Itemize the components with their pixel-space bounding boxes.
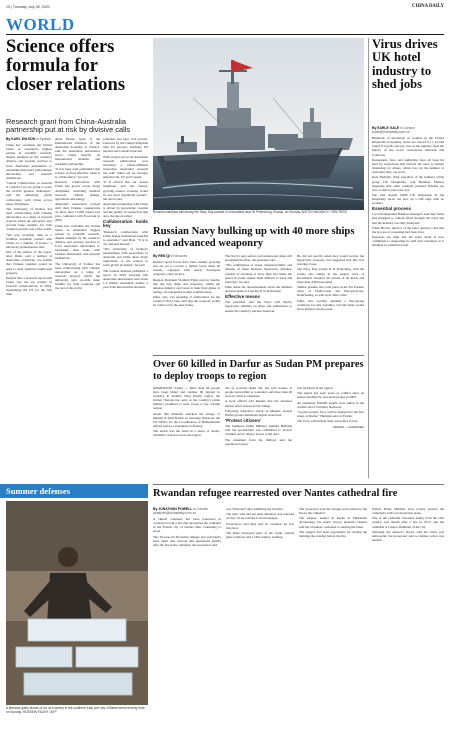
main-byline: By KARL WILSON in Sydney xyxy=(6,137,51,141)
main-col-2: Allan Bettes, head of the International Division of the Australian Academy of Science, said the Australian universities sector relied heavily on international students and academic partnership. "It has been well established that science is most effective when it is collaborative," he said. Research collaboration with China has grown across many disciplines, including medical research, climate change, agriculture and energy. Australia's researchers worked with their Chinese counterparts on more than 15,000 papers last year, compared with 8 percent in 2009. China has overtaken the United States as Australia's biggest partner in scientific research, despite attempts by the country's divisive and security services to force Australian universities to reexamine their links with Chinese universities and research institutions. The University of Sydney has been collaborating with Chinese universities on a range of research projects which the university says provide huge benefits for both countries and the rest of the world. xyxy=(55,137,100,291)
rwanda-rule xyxy=(153,484,444,485)
summer-label: Summer defenses xyxy=(6,486,71,496)
rwanda-byline: By JONATHAN POWELL in London jonathan@chinadaily.com.cn xyxy=(153,507,209,516)
virus-subhead: Essential process xyxy=(372,206,412,212)
navy-headline: Russian Navy bulking up with 40 more ships and advanced weaponry xyxy=(153,226,355,249)
virus-byline: By EARLE GALE in London earle@chinadaily.com.cn xyxy=(372,126,415,135)
main-col-1: By KARL WILSON in Sydney China has overtaken the United States as Australia's biggest partner in scientific research, despite attempts by the country's divisive and security services to force Australian universities to reexamine their links with Chinese universities and research institutions. "Global collaboration on research is critical if we are going to solve the world's greatest challenges," said the university, which collaborates with China across many disciplines. The University of Sydney has been collaborating with Chinese universities on a range of research projects which the university says provide huge benefits for both countries and the rest of the world. "We now probably rank as a frontline academic partner with China on a number of fronts," a university spokesperson said. One of the authors of the report, Alex Dunn, said a number of Australian politicians are fearful that Chinese students would be used to steal sensitive intellectual property. Despite this, a research report said China was the top partner in research collaborations in 2019, supplanting the US for the first time. xyxy=(6,137,52,297)
darfur-col-2: tals as accurate death toll, but said dozens of people were killed or wounded, and more than 40 were in critical conditions. A local official told Reuters that the attackers burned down houses in the village. Following Saturday's attack on Masteri, several Darfur groups demanded urgent protection. 'Protect citizens' The Sudanese Prime Minister Abdalla Hamdok said the government was committed to protect civilians and to deploy troops to the area. The statement from the military said the operations began. xyxy=(225,386,292,446)
page-header xyxy=(6,4,444,14)
ice-image xyxy=(6,501,148,705)
ice-photo xyxy=(6,501,148,705)
rwanda-col-4: French Prime Minister Jean Castex praised the cathedral's swift reconstruction plans. One of the cathedral structures dating from the 15th century was rebuilt after a fire in 1972, and the cathedral is a major landmark of the city. Although the suspect's lawyer said his client was remorseful, the prosecutor said no further action was needed. xyxy=(372,507,444,543)
virus-body: By EARLE GALE in London earle@chinadaily.com.cn Hundreds of thousands of workers in the United Kingdom's hospitality sector are braced for a second round of layoffs and pay cuts as the industry feels the impact of the novel coronavirus outbreak and lockdown. Restaurants, bars, and nightclubs have all been hit hard by restrictions that include the need to sustain distancing for diners, which has cut the number of customers they can serve. Kate Nicholls, chief executive of the industry lobby group UK Hospitality, told Business Matters magazine that other carefully planned benefits are now at risk as jobs were lost. She said around 2,000 UK businesses in the hospitality sector are now on a cliff edge with no workers. Essential process Local Independent Business managers said their firms had struggled to remain afloat through the crisis and that the industry was still 'paralysed'. When Brown, director of the hotel operator, said that the process of reopening had been slow. Expenses are high and the hotel chain is now committed to supporting its staff and customers as it attempts to rebuild its trade. xyxy=(372,126,444,248)
main-headline: Science offers formula for closer relations xyxy=(6,37,126,95)
virus-headline: Virus drives UK hotel industry to shed jobs xyxy=(372,37,438,92)
main-subhead: Collaboration holds key xyxy=(103,219,148,229)
main-deck: Research grant from China-Australia partnership put at risk by divisive calls xyxy=(6,117,131,135)
warship-image xyxy=(153,38,364,210)
warship-caption: Russian warships sail during the Navy Day parade in Kronshtadt near St Petersburg, Russia, on Sunday. ANTON VAGANOV / REUTERS xyxy=(153,210,347,214)
darfur-col-1: KHARTOUM, Sudan — More than 60 people have been killed and another 60 injured in violence in Sudan's West Darfur region, the United Nations has said, as the country's prime minister promised to send troops to the volatile region. About 500 militants attacked the village of Masteri in West Darfur on Saturday afternoon, the UN Office for the Coordination of Humanitarian Affairs said in a statement on Sunday. The attack was the latest in a series of mostly tribalistic violence across the region. xyxy=(153,386,220,438)
rwanda-headline: Rwandan refugee rearrested over Nantes cathedral fire xyxy=(153,488,398,499)
rwanda-col-1: By JONATHAN POWELL in London jonathan@chinadaily.com.cn A church volunteer has been rearrested in connection with a fire that devastated the cathedral in the French city of Nantes after confessing to arson. The 39-year-old Rwandan refugee had previously been taken into custody and questioned shortly after the fire in the cathedral, the prosecutor said. xyxy=(153,507,221,547)
section-title: WORLD xyxy=(6,15,75,34)
main-col-3: scientists was near 15.6 percent, followed by the United Kingdom with 9.5 percent, Germany 8.0 percent and Canada 6 percent. With around one in six Australian research publications now involving a China-affiliated researcher, Australia's research ties with China are far stronger than the UK, US and Canada. "It is natural that our closest neighbour and the fastest-growing science economy would be our most significant partner," the report said. Australian partnership with China is driven by knowledge creation and the quality of research in that area, the report added. Collaboration holds key "Research collaboration with China brings tremendous benefits to Australia," said Hale. "It is in our national interest." "The University of Sydney's relationships with researchers in Australia and China share many aspirations: to use science to solve global problems," he said. The Grattan Institute published a report in 2019 showing that Australian universities earn about 1.4 billion Australian dollars a year from international students. xyxy=(103,137,148,290)
navy-byline: By REN QI in Moscow xyxy=(153,254,187,258)
darfur-credit: XINHUA — AGENCIES xyxy=(332,424,364,429)
darfur-subhead: 'Protect citizens' xyxy=(225,418,262,424)
header-rule xyxy=(6,34,444,35)
navy-col-2: The Navy's new surface and underwater ships will strengthen the fleet, the president said. "The combination of speed, maneuverability and altitude of these Russian hypersonic missiles, capable of traveling at more than five times the speed of sound, makes them difficult to track and intercept," he said. Putin made the announcement about the missiles and new ships at a parade in St Petersburg. Effective means The president said the Navy will deploy hypersonic missiles on ships and submarines to ensure the country's nuclear deterrent. xyxy=(225,254,292,313)
rwanda-col-3: The prosecutor said the charges were related to the fire in the cathedral. The suspect, named by media as Emmanuel Abayisenga, the man's lawyer Quentin Chabert said the volunteer confessed to starting the blaze. The suspect had been responsible for closing the building the evening before the fire. xyxy=(299,507,367,538)
navy-col-3: He did not specify when they would receive the hypersonic weapons, but suggested that this was drawing closer. The Navy Day parade in St Petersburg, with the events also taking in the nearby town of Kronshtadt, featured 46 vessels of all kinds and more than 4,000 personnel. Similar parades also took place in the Far Eastern cities of Vladivostok and Petropavlovsk-Kamchatsky, as well as in other cities. Putin, who recently attended a fleet-laying ceremony for new warships, said the ships would show Russia's naval power. xyxy=(297,254,364,311)
rwanda-col-2: was "liberated" after admitting the incident. The man, who had not been detained, was released on July 19, he told the local newspaper. Prosecutors said they had no evidence he was involved. The blaze destroyed parts of the organ, stained glass windows and a 16th-century painting. xyxy=(226,507,294,540)
navy-subhead: Effective means xyxy=(225,294,260,300)
darfur-headline: Over 60 killed in Darfur as Sudan PM prepares to deploy troops to region xyxy=(153,359,364,382)
column-divider xyxy=(368,38,369,478)
warship-photo xyxy=(153,38,364,210)
darfur-col-3: tion incidents in the region. The region has seen years of conflict since an armed rebellion by non-Arab groups in 2003. An estimated 300,000 people were killed in the conflict and 2.5 million displaced. "A joint security force will be deployed to the five states of Darfur," Hamdok said on Twitter. The force will include army and police forces. XINHUA — AGENCIES xyxy=(297,386,364,429)
darfur-rule xyxy=(153,355,364,356)
masthead-logo: CHINA DAILY xyxy=(412,4,444,9)
navy-col-1: By REN QI in Moscow Russia's naval forces have been steadily growing and are set to receive a further boost when 40 vessels, equipped with newly developed weaponry, enter service. Russian President Vladimir Putin said on Sunday that the new ships and weaponry, which the defense ministry said were in their final phase of testing, are unequaled in their sophistication. Putin, who was speaking at celebrations for the country's Navy Day, said that the weapons would be rolled out in the near future. xyxy=(153,254,220,308)
summer-label-bar xyxy=(0,484,148,498)
page-info: 10 | Tuesday, July 28, 2020 xyxy=(6,5,50,9)
ice-caption: A labrador gilets blocks of ice at a factory in the southern Iraqi port city of Basra amid reviving heat on Sunday. HUSSEIN FALEH / AFP xyxy=(6,706,145,714)
